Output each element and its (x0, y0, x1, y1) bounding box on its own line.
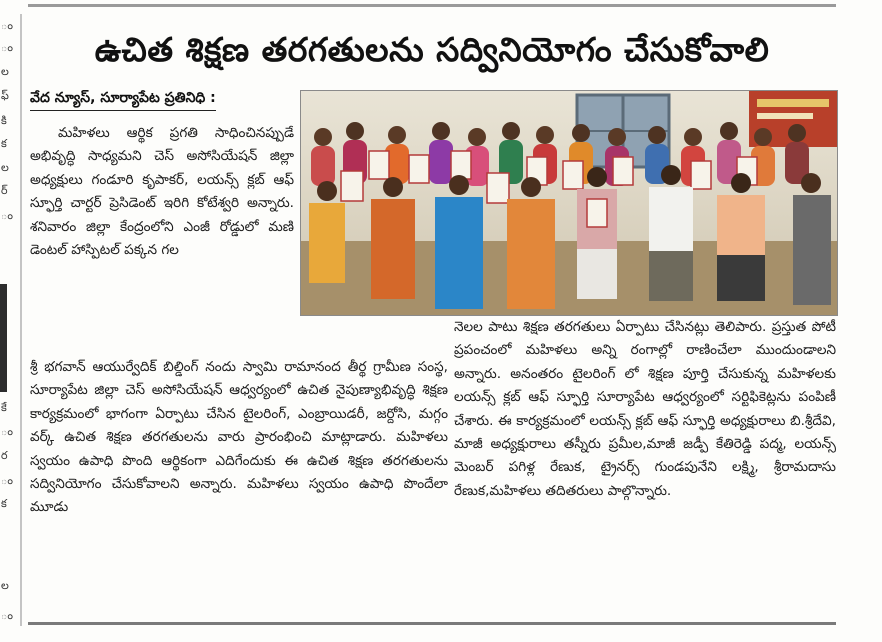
fragment-char: ర (1, 449, 8, 462)
fragment-char: ం (1, 474, 13, 487)
fragment-char: కే (1, 401, 7, 414)
adjacent-column-image-edge (0, 284, 7, 392)
fragment-char: ం (1, 425, 13, 438)
fragment-char: క (1, 497, 7, 510)
fragment-char: కి (1, 114, 7, 127)
bottom-rule (28, 622, 836, 625)
article-column-3 (454, 316, 836, 503)
fragment-char: ం (1, 209, 13, 222)
headline: ఉచిత శిక్షణ తరగతులను సద్వినియోగం చేసుకోవాలి (94, 29, 770, 69)
fragment-char: ం (1, 41, 13, 54)
byline: వేద న్యూస్, సూర్యాపేట ప్రతినిధి : (30, 90, 216, 111)
paragraph: నెలల పాటు శిక్షణ తరగతులు ఏర్పాటు చేసినట్లు తెలిపారు. ప్రస్తుత పోటీ ప్రపంచంలో మహిళలు అన్ని రంగాల్లో రాణించేలా ముందుండాలని అన్నారు. అనంతరం టైలరింగ్ లో శిక్షణ పూర్తి చేసుకున్న మహిళలకు లయన్స్ క్లబ్ ఆఫ్ స్ఫూర్తి సూర్యాపేట ఆధ్వర్యంలో సర్టిఫికెట్లను పంపిణీ చేశారు. ఈ కార్యక్రమంలో లయన్స్ క్లబ్ ఆఫ్ స్ఫూర్తి అధ్యక్షురాలు బి.శ్రీదేవి, మాజీ అధ్యక్షురాలు తస్నీరు ప్రమీల,మాజీ జడ్పీ కేతిరెడ్డి పద్మ, లయన్స్ మెంబర్ పగిళ్ల రేణుక, ట్రైనర్స్ గుండపునేని లక్ష్మి, శ్రీరామదాసు రేణుక,మహిళలు తదితరులు పాల్గొన్నారు. (454, 319, 836, 499)
article-column-1 (30, 122, 294, 262)
adjacent-column-fragment (0, 20, 14, 630)
column-divider (20, 14, 22, 626)
fragment-char: ల (1, 65, 9, 78)
fragment-char: ల (1, 579, 9, 592)
fragment-char: ల (1, 161, 9, 174)
top-rule (28, 4, 836, 7)
fragment-char: ం (1, 20, 13, 32)
article-column-2 (30, 356, 448, 520)
article-photo (300, 90, 838, 316)
fragment-char: ర్ (1, 184, 8, 197)
fragment-char: ఫ్ (1, 89, 9, 102)
paragraph: శ్రీ భగవాన్ ఆయుర్వేదిక్ బిల్డింగ్ నందు స్వామి రామానంద తీర్థ గ్రామీణ సంస్థ, సూర్యాపేట జిల్లా చెస్ అసోసియేషన్ ఆధ్వర్యంలో ఉచిత నైపుణ్యాభివృద్ధి శిక్షణ కార్యక్రమంలో భాగంగా ఏర్పాటు చేసిన టైలరింగ్, ఎంబ్రాయిడరీ, జర్దోసి, మగ్గం వర్క్ ఉచిత శిక్షణ తరగతులను వారు ప్రారంభించి మాట్లాడారు. మహిళలు స్వయం ఉపాధి పొంది ఆర్థికంగా ఎదిగేందుకు ఈ ఉచిత శిక్షణ తరగతులను సద్వినియోగం చేసుకోవాలని అన్నారు. మహిళలు స్వయం ఉపాధి పొందేలా మూడు (30, 359, 448, 516)
paragraph: మహిళలు ఆర్థిక ప్రగతి సాధించినప్పుడే అభివృద్ధి సాధ్యమని చెస్ అసోసియేషన్ జిల్లా అధ్యక్షులు గండూరి కృపాకర్, లయన్స్ క్లబ్ ఆఫ్ స్ఫూర్తి చార్టర్ ప్రెసిడెంట్ ఇరిగి కోటేశ్వరి అన్నారు. శనివారం జిల్లా కేంద్రంలోని ఎంజీ రోడ్డులో మణి డెంటల్ హాస్పిటల్ పక్కన గల (30, 125, 294, 259)
fragment-char: క (1, 137, 7, 150)
fragment-char: ం (1, 609, 13, 622)
group-photo-illustration (301, 91, 837, 315)
